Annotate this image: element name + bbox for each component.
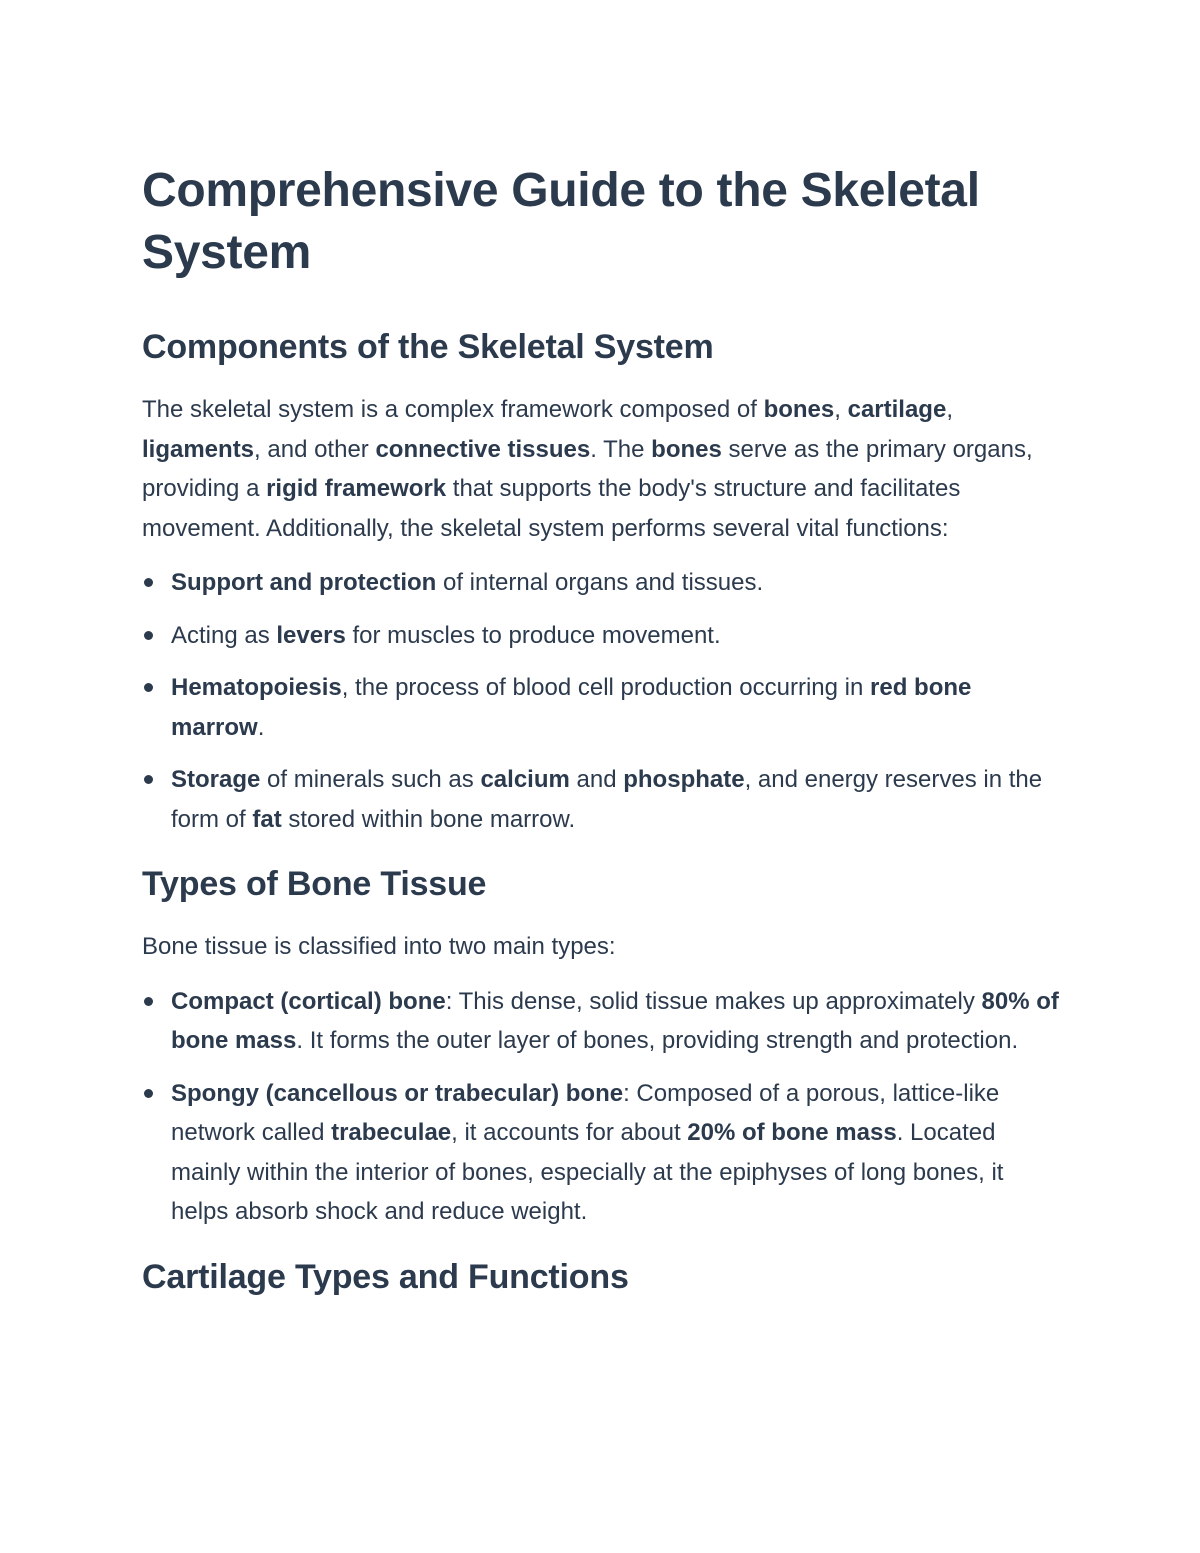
bold-term: ligaments bbox=[142, 435, 255, 463]
bold-term: rigid framework bbox=[266, 475, 447, 502]
bold-term: levers bbox=[276, 621, 346, 649]
text-span: : Composed of a porous, lattice-like network called bbox=[171, 1079, 1000, 1146]
text-span: . The bbox=[590, 435, 652, 463]
page-title: Comprehensive Guide to the Skeletal System bbox=[142, 164, 980, 279]
bullet-icon bbox=[144, 775, 153, 784]
list-item bbox=[142, 1074, 1062, 1232]
bullet-icon bbox=[144, 1089, 153, 1098]
section-heading-cartilage: Cartilage Types and Functions bbox=[142, 1257, 629, 1296]
bold-term: 20% of bone mass bbox=[687, 1119, 897, 1146]
bold-term: Compact (cortical) bone bbox=[171, 987, 446, 1015]
section-heading-bone-tissue: Types of Bone Tissue bbox=[142, 865, 487, 903]
bold-term: 80% of bone mass bbox=[171, 987, 1059, 1054]
bold-term: trabeculae bbox=[331, 1119, 452, 1146]
section-heading-components: Components of the Skeletal System bbox=[142, 328, 714, 366]
text-span: . It forms the outer layer of bones, providing strength and protection. bbox=[296, 1027, 1019, 1054]
text-span: and bbox=[569, 766, 624, 793]
bold-term: calcium bbox=[480, 766, 570, 793]
bone-types-list bbox=[142, 982, 1062, 1232]
text-span: , bbox=[946, 396, 953, 423]
text-span: Acting as bbox=[171, 621, 277, 649]
paragraph-bone-tissue-intro: Bone tissue is classified into two main types: bbox=[142, 933, 616, 960]
list-item bbox=[142, 616, 1062, 656]
bold-term: phosphate bbox=[623, 766, 745, 793]
bullet-icon bbox=[144, 578, 153, 587]
list-item bbox=[142, 563, 1062, 603]
text-span: . bbox=[257, 713, 265, 741]
text-span: , bbox=[834, 396, 848, 423]
list-item bbox=[142, 668, 1062, 747]
text-span: , and energy reserves in the form of bbox=[171, 766, 1043, 833]
list-item bbox=[142, 982, 1062, 1061]
text-span: serve as the primary organs, providing a bbox=[142, 435, 1033, 502]
bold-term: red bone marrow bbox=[171, 674, 972, 741]
bullet-icon bbox=[144, 683, 153, 692]
bold-term: fat bbox=[252, 805, 282, 833]
text-span: that supports the body's structure and facilitates movement. Additionally, the skeletal system performs several vital functions: bbox=[142, 475, 961, 542]
document-page bbox=[142, 160, 1062, 1320]
bold-term: cartilage bbox=[847, 396, 947, 423]
list-item bbox=[142, 760, 1062, 839]
text-span: for muscles to produce movement. bbox=[345, 621, 721, 649]
text-span: stored within bone marrow. bbox=[281, 805, 576, 833]
text-span: The skeletal system is a complex framework composed of bbox=[142, 396, 764, 423]
text-span: of minerals such as bbox=[260, 766, 481, 793]
bold-term: Storage bbox=[171, 766, 261, 793]
text-span: : This dense, solid tissue makes up approximately bbox=[445, 987, 982, 1015]
paragraph-components-intro bbox=[142, 390, 1062, 548]
bold-term: connective tissues bbox=[375, 435, 591, 463]
text-span: . Located mainly within the interior of bones, especially at the epiphyses of long bones, it helps absorb shock and reduce weight. bbox=[171, 1119, 1004, 1225]
bold-term: Spongy (cancellous or trabecular) bone bbox=[171, 1079, 624, 1107]
bold-term: bones bbox=[763, 396, 835, 423]
text-span: of internal organs and tissues. bbox=[436, 569, 764, 596]
bold-term: bones bbox=[651, 435, 722, 463]
bullet-icon bbox=[144, 997, 153, 1006]
text-span: , and other bbox=[254, 435, 376, 463]
bullet-icon bbox=[144, 631, 153, 640]
text-span: , it accounts for about bbox=[451, 1119, 688, 1146]
bold-term: Hematopoiesis bbox=[171, 674, 342, 701]
bold-term: Support and protection bbox=[171, 569, 437, 596]
text-span: , the process of blood cell production occurring in bbox=[341, 674, 871, 701]
functions-list bbox=[142, 563, 1062, 839]
